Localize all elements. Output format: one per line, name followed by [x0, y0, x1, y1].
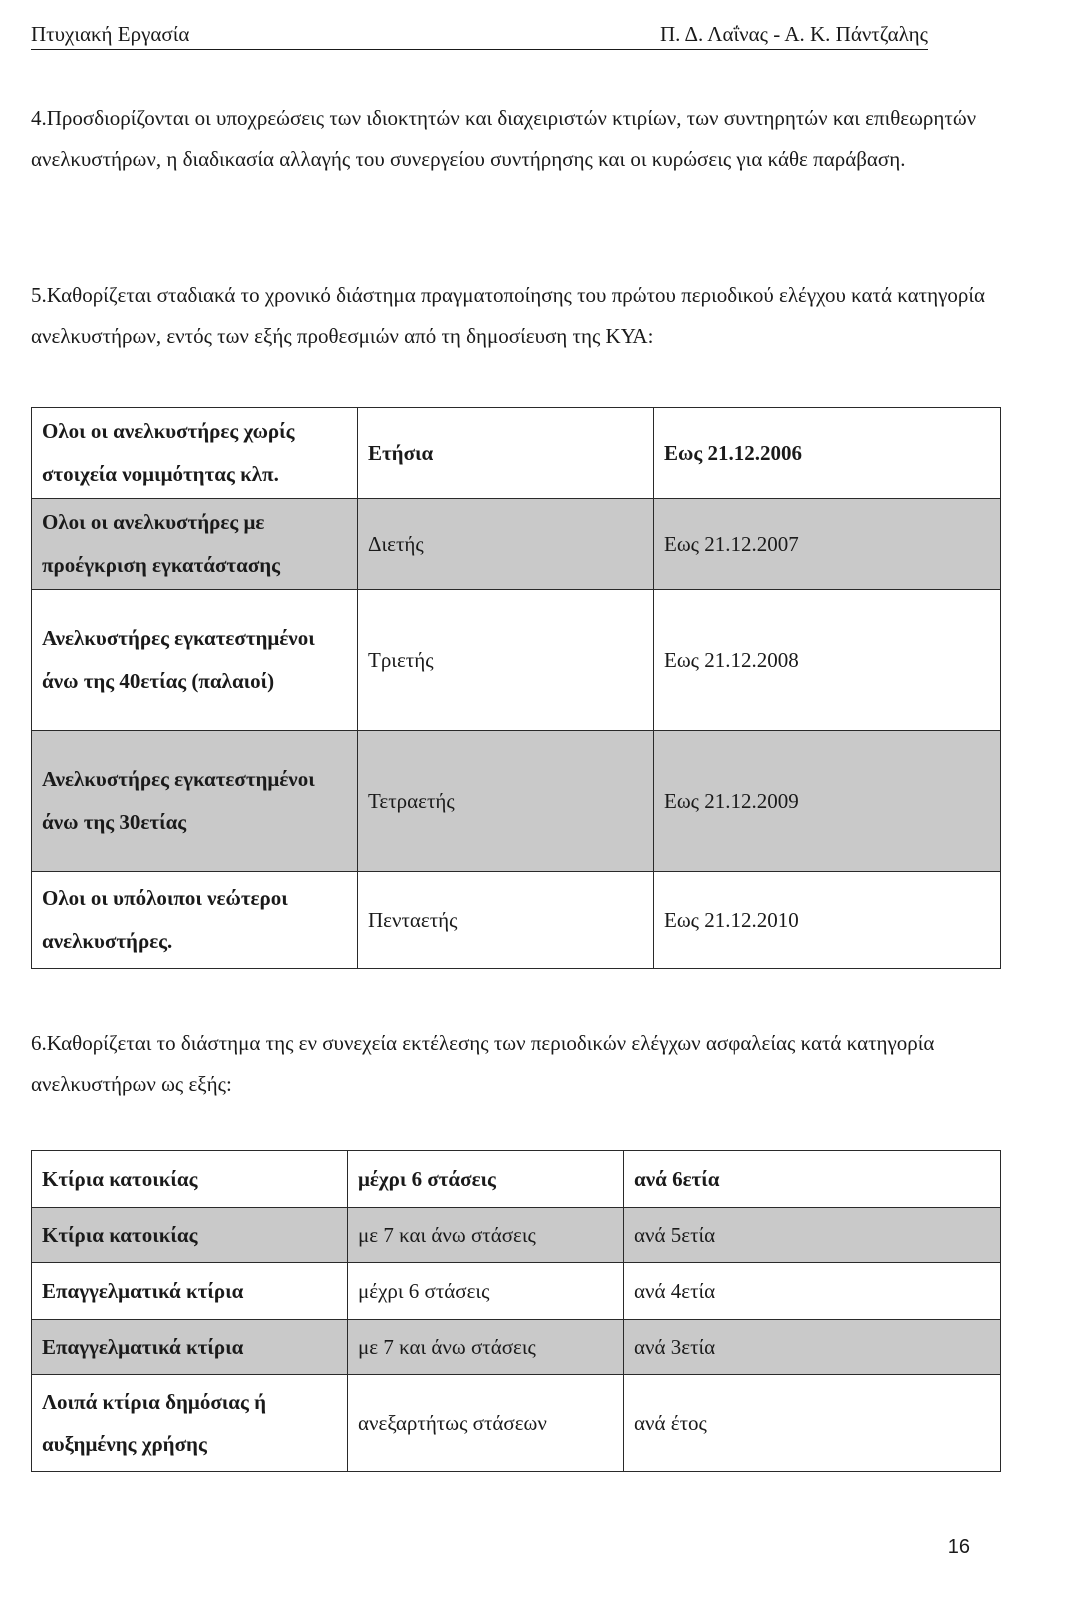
- building-type-cell: Επαγγελματικά κτίρια: [32, 1263, 348, 1320]
- table-row: [32, 731, 1001, 872]
- category-cell: Ολοι οι υπόλοιποι νεώτεροι ανελκυστήρες.: [32, 872, 358, 969]
- deadline-cell: Εως 21.12.2008: [654, 590, 1001, 731]
- building-type-cell: Επαγγελματικά κτίρια: [32, 1320, 348, 1375]
- category-cell: Ολοι οι ανελκυστήρες με προέγκριση εγκατάστασης: [32, 499, 358, 590]
- paragraph-5: 5.Καθορίζεται σταδιακά το χρονικό διάστημα πραγματοποίησης του πρώτου περιοδικού ελέγχου κατά κατηγορία ανελκυστήρων, εντός των εξής προθεσμιών από τη δημοσίευση της ΚΥΑ:: [31, 283, 985, 348]
- deadline-cell: Εως 21.12.2010: [654, 872, 1001, 969]
- header-divider: [31, 49, 928, 50]
- frequency-cell: Διετής: [358, 499, 654, 590]
- category-cell: Ανελκυστήρες εγκατεστημένοι άνω της 40ετίας (παλαιοί): [32, 590, 358, 731]
- inspection-interval-table: [31, 1150, 1001, 1472]
- frequency-cell: Τριετής: [358, 590, 654, 731]
- category-cell: Ανελκυστήρες εγκατεστημένοι άνω της 30ετίας: [32, 731, 358, 872]
- table-row: [32, 499, 1001, 590]
- table-row: [32, 1151, 1001, 1208]
- frequency-cell: Τετραετής: [358, 731, 654, 872]
- table-row: [32, 1208, 1001, 1263]
- interval-cell: ανά 6ετία: [624, 1151, 1001, 1208]
- stops-cell: με 7 και άνω στάσεις: [348, 1320, 624, 1375]
- table-row: [32, 872, 1001, 969]
- running-header-authors: Π. Δ. Λαΐνας - Α. Κ. Πάντζαλης: [659, 22, 928, 46]
- category-cell: Ολοι οι ανελκυστήρες χωρίς στοιχεία νομιμότητας κλπ.: [32, 408, 358, 499]
- deadline-cell: Εως 21.12.2009: [654, 731, 1001, 872]
- stops-cell: με 7 και άνω στάσεις: [348, 1208, 624, 1263]
- interval-cell: ανά 5ετία: [624, 1208, 1001, 1263]
- page-number: 16: [947, 1536, 970, 1558]
- stops-cell: μέχρι 6 στάσεις: [348, 1263, 624, 1320]
- building-type-cell: Κτίρια κατοικίας: [32, 1208, 348, 1263]
- interval-cell: ανά 4ετία: [624, 1263, 1001, 1320]
- first-inspection-deadlines-table: [31, 407, 1001, 969]
- building-type-cell: Κτίρια κατοικίας: [32, 1151, 348, 1208]
- table-row: [32, 408, 1001, 499]
- stops-cell: μέχρι 6 στάσεις: [348, 1151, 624, 1208]
- deadline-cell: Εως 21.12.2007: [654, 499, 1001, 590]
- deadline-cell: Εως 21.12.2006: [654, 408, 1001, 499]
- frequency-cell: Ετήσια: [358, 408, 654, 499]
- table-row: [32, 590, 1001, 731]
- frequency-cell: Πενταετής: [358, 872, 654, 969]
- interval-cell: ανά 3ετία: [624, 1320, 1001, 1375]
- stops-cell: ανεξαρτήτως στάσεων: [348, 1375, 624, 1472]
- paragraph-6: 6.Καθορίζεται το διάστημα της εν συνεχεία εκτέλεσης των περιοδικών ελέγχων ασφαλείας κατά κατηγορία ανελκυστήρων ως εξής:: [31, 1031, 935, 1096]
- running-header-title: Πτυχιακή Εργασία: [31, 22, 190, 46]
- interval-cell: ανά έτος: [624, 1375, 1001, 1472]
- table-row: [32, 1375, 1001, 1472]
- paragraph-4: 4.Προσδιορίζονται οι υποχρεώσεις των ιδιοκτητών και διαχειριστών κτιρίων, των συντηρητών και επιθεωρητών ανελκυστήρων, η διαδικασία αλλαγής του συνεργείου συντήρησης και οι κυρώσεις για κάθε παράβαση.: [31, 106, 977, 171]
- table-row: [32, 1263, 1001, 1320]
- table-row: [32, 1320, 1001, 1375]
- building-type-cell: Λοιπά κτίρια δημόσιας ή αυξημένης χρήσης: [32, 1375, 348, 1472]
